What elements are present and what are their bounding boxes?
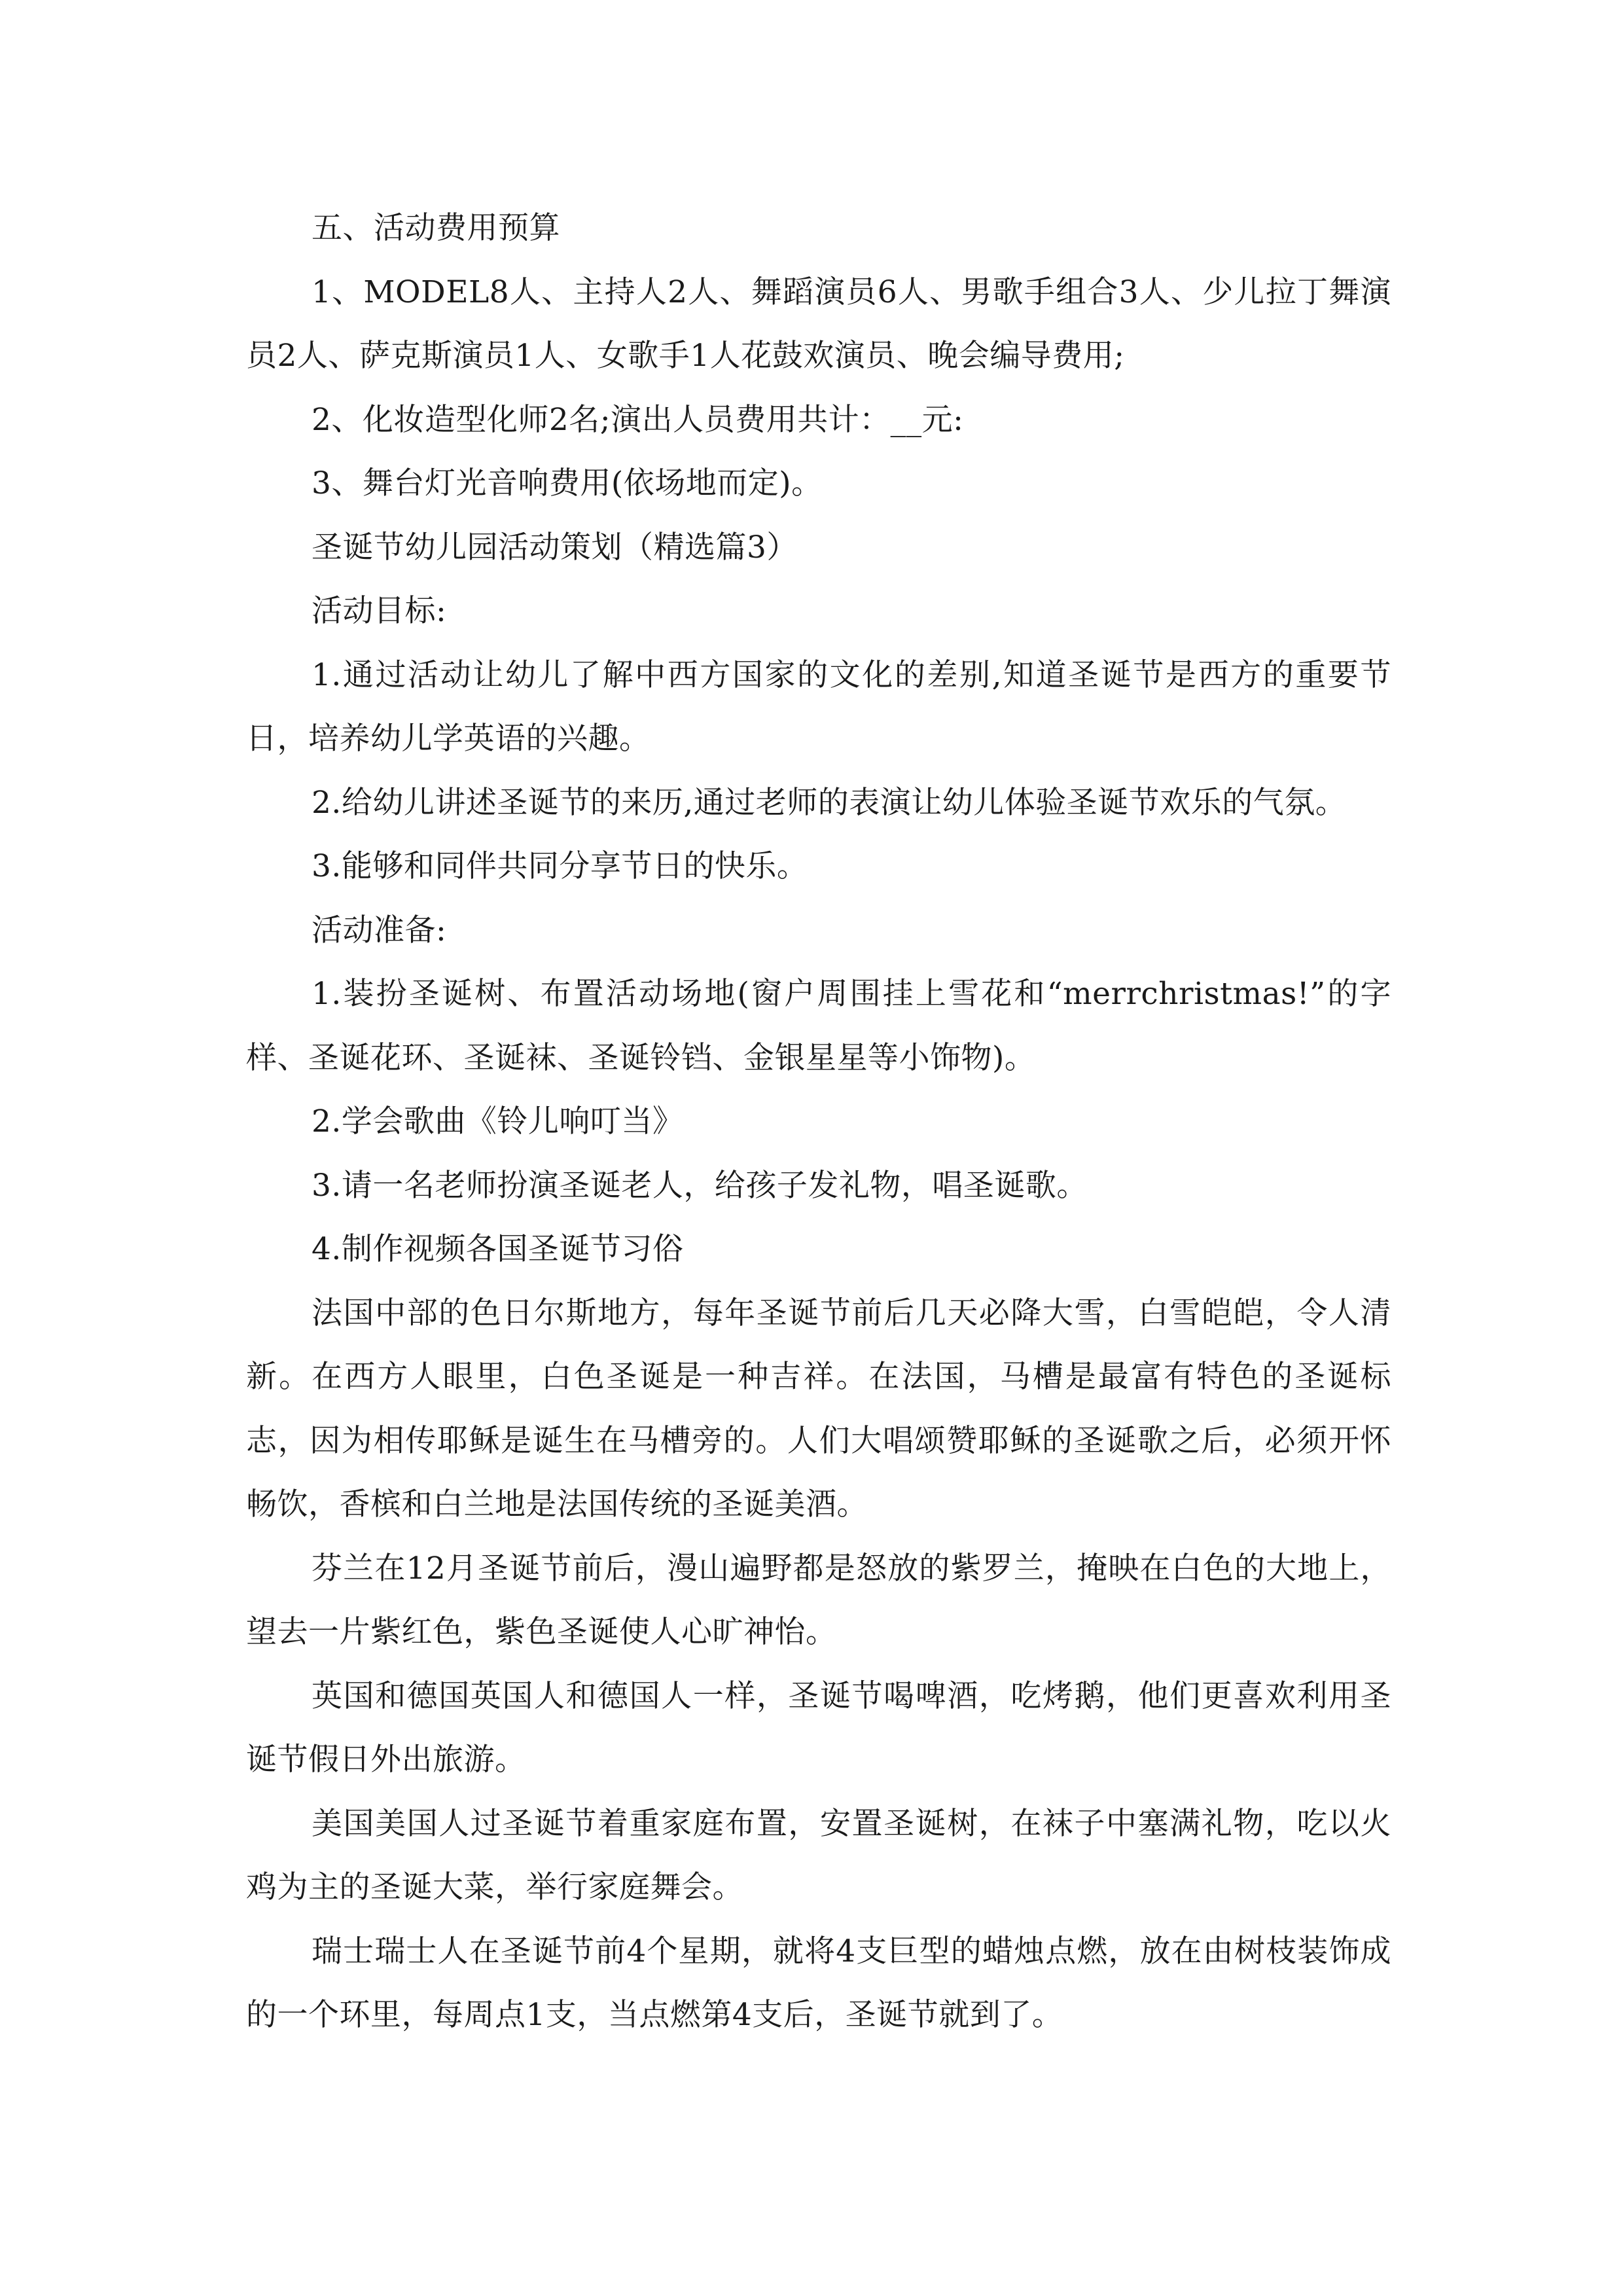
custom-paragraph-france: 法国中部的色日尔斯地方，每年圣诞节前后几天必降大雪，白雪皑皑，令人清新。在西方人眼里，白色圣诞是一种吉祥。在法国，马槽是最富有特色的圣诞标志，因为相传耶稣是诞生在马槽旁的。人们大唱颂赞耶稣的圣诞歌之后，必须开怀畅饮，香槟和白兰地是法国传统的圣诞美酒。 [246, 1295, 1391, 1522]
section-heading-budget: 五、活动费用预算 [312, 210, 560, 246]
section-heading-preparation: 活动准备: [312, 912, 447, 948]
preparation-item-2: 2.学会歌曲《铃儿响叮当》 [312, 1103, 684, 1139]
article-title: 圣诞节幼儿园活动策划（精选篇3） [312, 529, 798, 565]
custom-paragraph-switzerland: 瑞士瑞士人在圣诞节前4个星期，就将4支巨型的蜡烛点燃，放在由树枝装饰成的一个环里，每周点1支，当点燃第4支后，圣诞节就到了。 [246, 1933, 1391, 2033]
preparation-item-4: 4.制作视频各国圣诞节习俗 [312, 1231, 684, 1267]
goal-item-1: 1.通过活动让幼儿了解中西方国家的文化的差别,知道圣诞节是西方的重要节日，培养幼儿学英语的兴趣。 [246, 656, 1391, 757]
goal-item-2: 2.给幼儿讲述圣诞节的来历,通过老师的表演让幼儿体验圣诞节欢乐的气氛。 [312, 784, 1347, 821]
custom-paragraph-uk-germany: 英国和德国英国人和德国人一样，圣诞节喝啤酒，吃烤鹅，他们更喜欢利用圣诞节假日外出旅游。 [246, 1677, 1391, 1778]
budget-item-makeup: 2、化妆造型化师2名;演出人员费用共计：__元: [312, 401, 964, 438]
budget-item-performers: 1、MODEL8人、主持人2人、舞蹈演员6人、男歌手组合3人、少儿拉丁舞演员2人、萨克斯演员1人、女歌手1人花鼓欢演员、晚会编导费用; [246, 274, 1391, 374]
section-heading-goals: 活动目标: [312, 593, 447, 629]
document-body [246, 196, 1391, 2047]
preparation-item-3: 3.请一名老师扮演圣诞老人，给孩子发礼物，唱圣诞歌。 [312, 1167, 1088, 1204]
preparation-item-1: 1.装扮圣诞树、布置活动场地(窗户周围挂上雪花和“merrchristmas!”的字样、圣诞花环、圣诞袜、圣诞铃铛、金银星星等小饰物)。 [246, 976, 1391, 1076]
custom-paragraph-finland: 芬兰在12月圣诞节前后，漫山遍野都是怒放的紫罗兰，掩映在白色的大地上，望去一片紫红色，紫色圣诞使人心旷神怡。 [246, 1550, 1391, 1650]
goal-item-3: 3.能够和同伴共同分享节日的快乐。 [312, 848, 808, 884]
custom-paragraph-usa: 美国美国人过圣诞节着重家庭布置，安置圣诞树，在袜子中塞满礼物，吃以火鸡为主的圣诞大菜，举行家庭舞会。 [246, 1805, 1391, 1905]
budget-item-stage: 3、舞台灯光音响费用(依场地而定)。 [312, 465, 823, 501]
